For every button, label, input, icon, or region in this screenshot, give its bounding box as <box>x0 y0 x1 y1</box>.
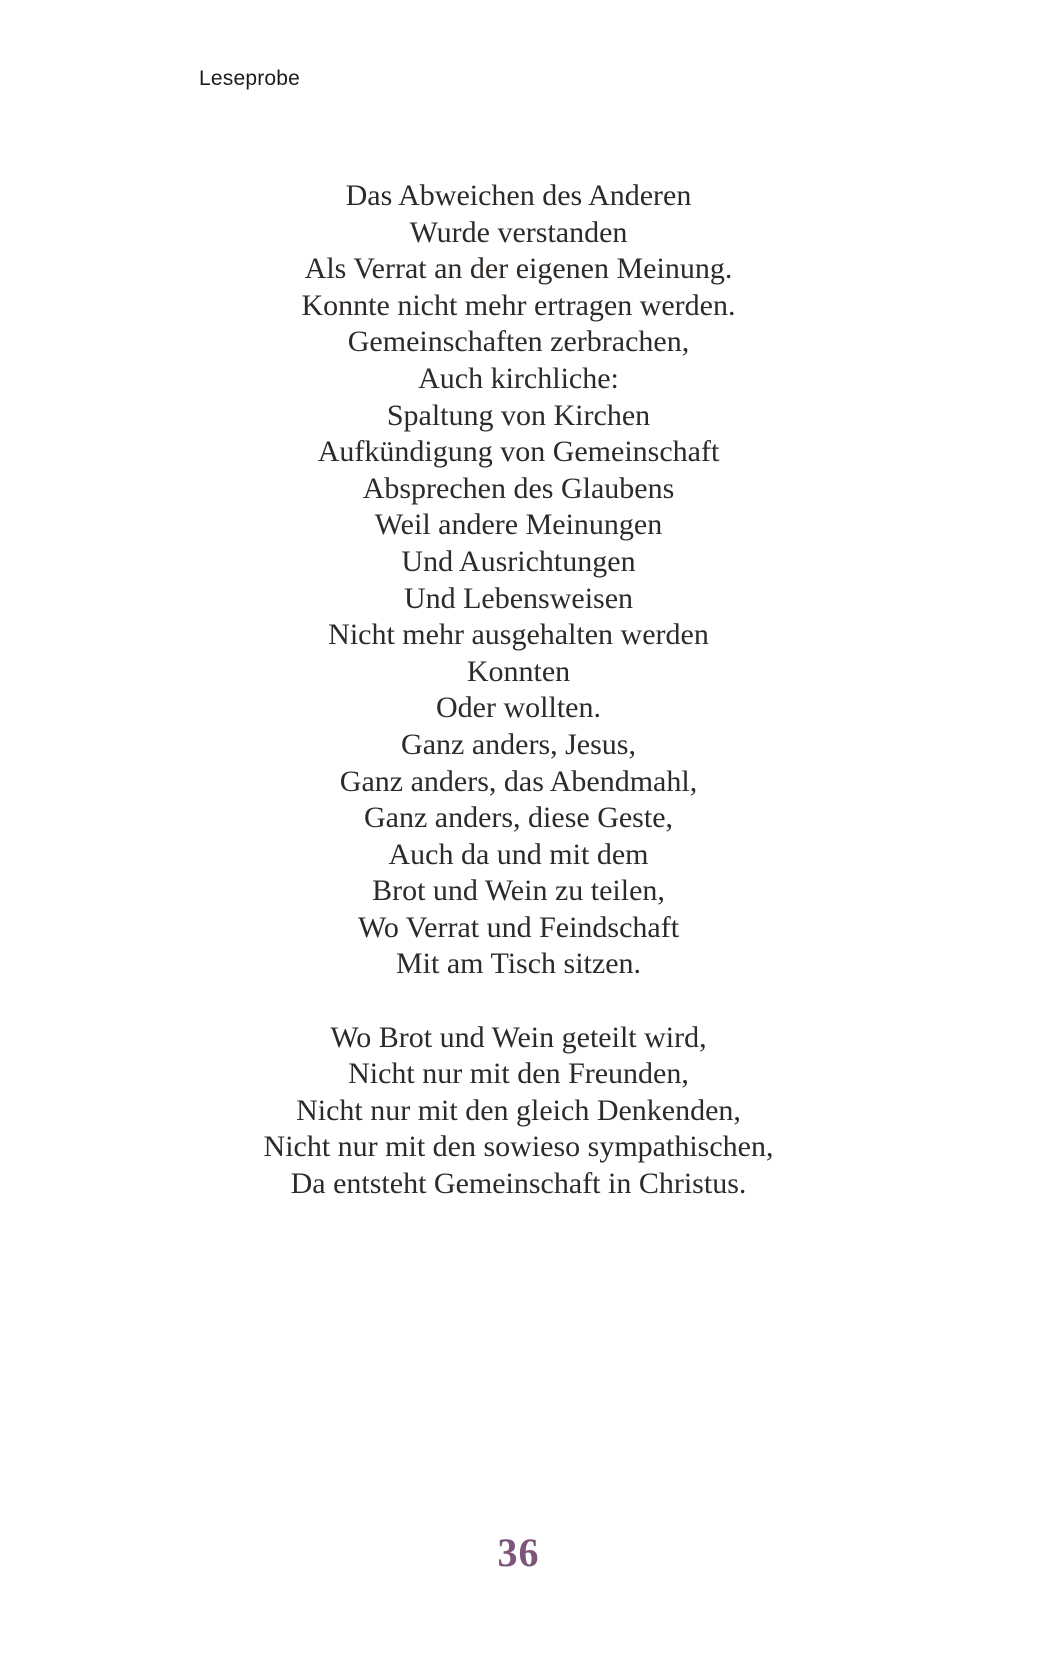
stanza-2 <box>0 1020 1037 1203</box>
stanza-1 <box>0 178 1037 983</box>
poem-line: Konnten <box>466 654 571 688</box>
poem-line: Ganz anders, Jesus, <box>401 727 636 761</box>
poem-line: Nicht nur mit den sowieso sympathischen, <box>263 1130 774 1164</box>
poem-line: Nicht nur mit den gleich Denkenden, <box>296 1093 741 1127</box>
page-number: 36 <box>497 1530 540 1575</box>
poem-line: Nicht mehr ausgehalten werden <box>328 618 709 652</box>
poem-line: Und Ausrichtungen <box>401 544 636 578</box>
poem-line: Konnte nicht mehr ertragen werden. <box>301 288 736 322</box>
poem-line: Wo Verrat und Feindschaft <box>357 910 680 944</box>
poem-line: Das Abweichen des Anderen <box>345 179 692 212</box>
poem-line: Spaltung von Kirchen <box>386 398 651 432</box>
poem-line: Ganz anders, diese Geste, <box>363 801 674 835</box>
poem-line: Wo Brot und Wein geteilt wird, <box>330 1020 707 1054</box>
poem-line: Mit am Tisch sitzen. <box>395 947 642 981</box>
poem-line: Wurde verstanden <box>409 215 628 249</box>
poem-line: Gemeinschaften zerbrachen, <box>347 325 690 359</box>
poem-line: Weil andere Meinungen <box>374 508 663 542</box>
poem-line: Nicht nur mit den Freunden, <box>348 1057 689 1091</box>
poem-line: Ganz anders, das Abendmahl, <box>339 764 698 798</box>
poem-line: Aufkündigung von Gemeinschaft <box>317 435 720 469</box>
poem-line: Als Verrat an der eigenen Meinung. <box>304 252 733 286</box>
header-label: Leseprobe <box>199 67 301 90</box>
poem <box>0 178 1037 1203</box>
poem-line: Da entsteht Gemeinschaft in Christus. <box>290 1167 747 1201</box>
poem-line: Auch kirchliche: <box>418 361 619 395</box>
poem-line: Absprechen des Glaubens <box>362 471 675 505</box>
poem-line: Auch da und mit dem <box>388 837 649 871</box>
poem-line: Brot und Wein zu teilen, <box>372 874 665 908</box>
poem-line: Und Lebensweisen <box>403 581 634 615</box>
poem-line: Oder wollten. <box>436 691 601 725</box>
